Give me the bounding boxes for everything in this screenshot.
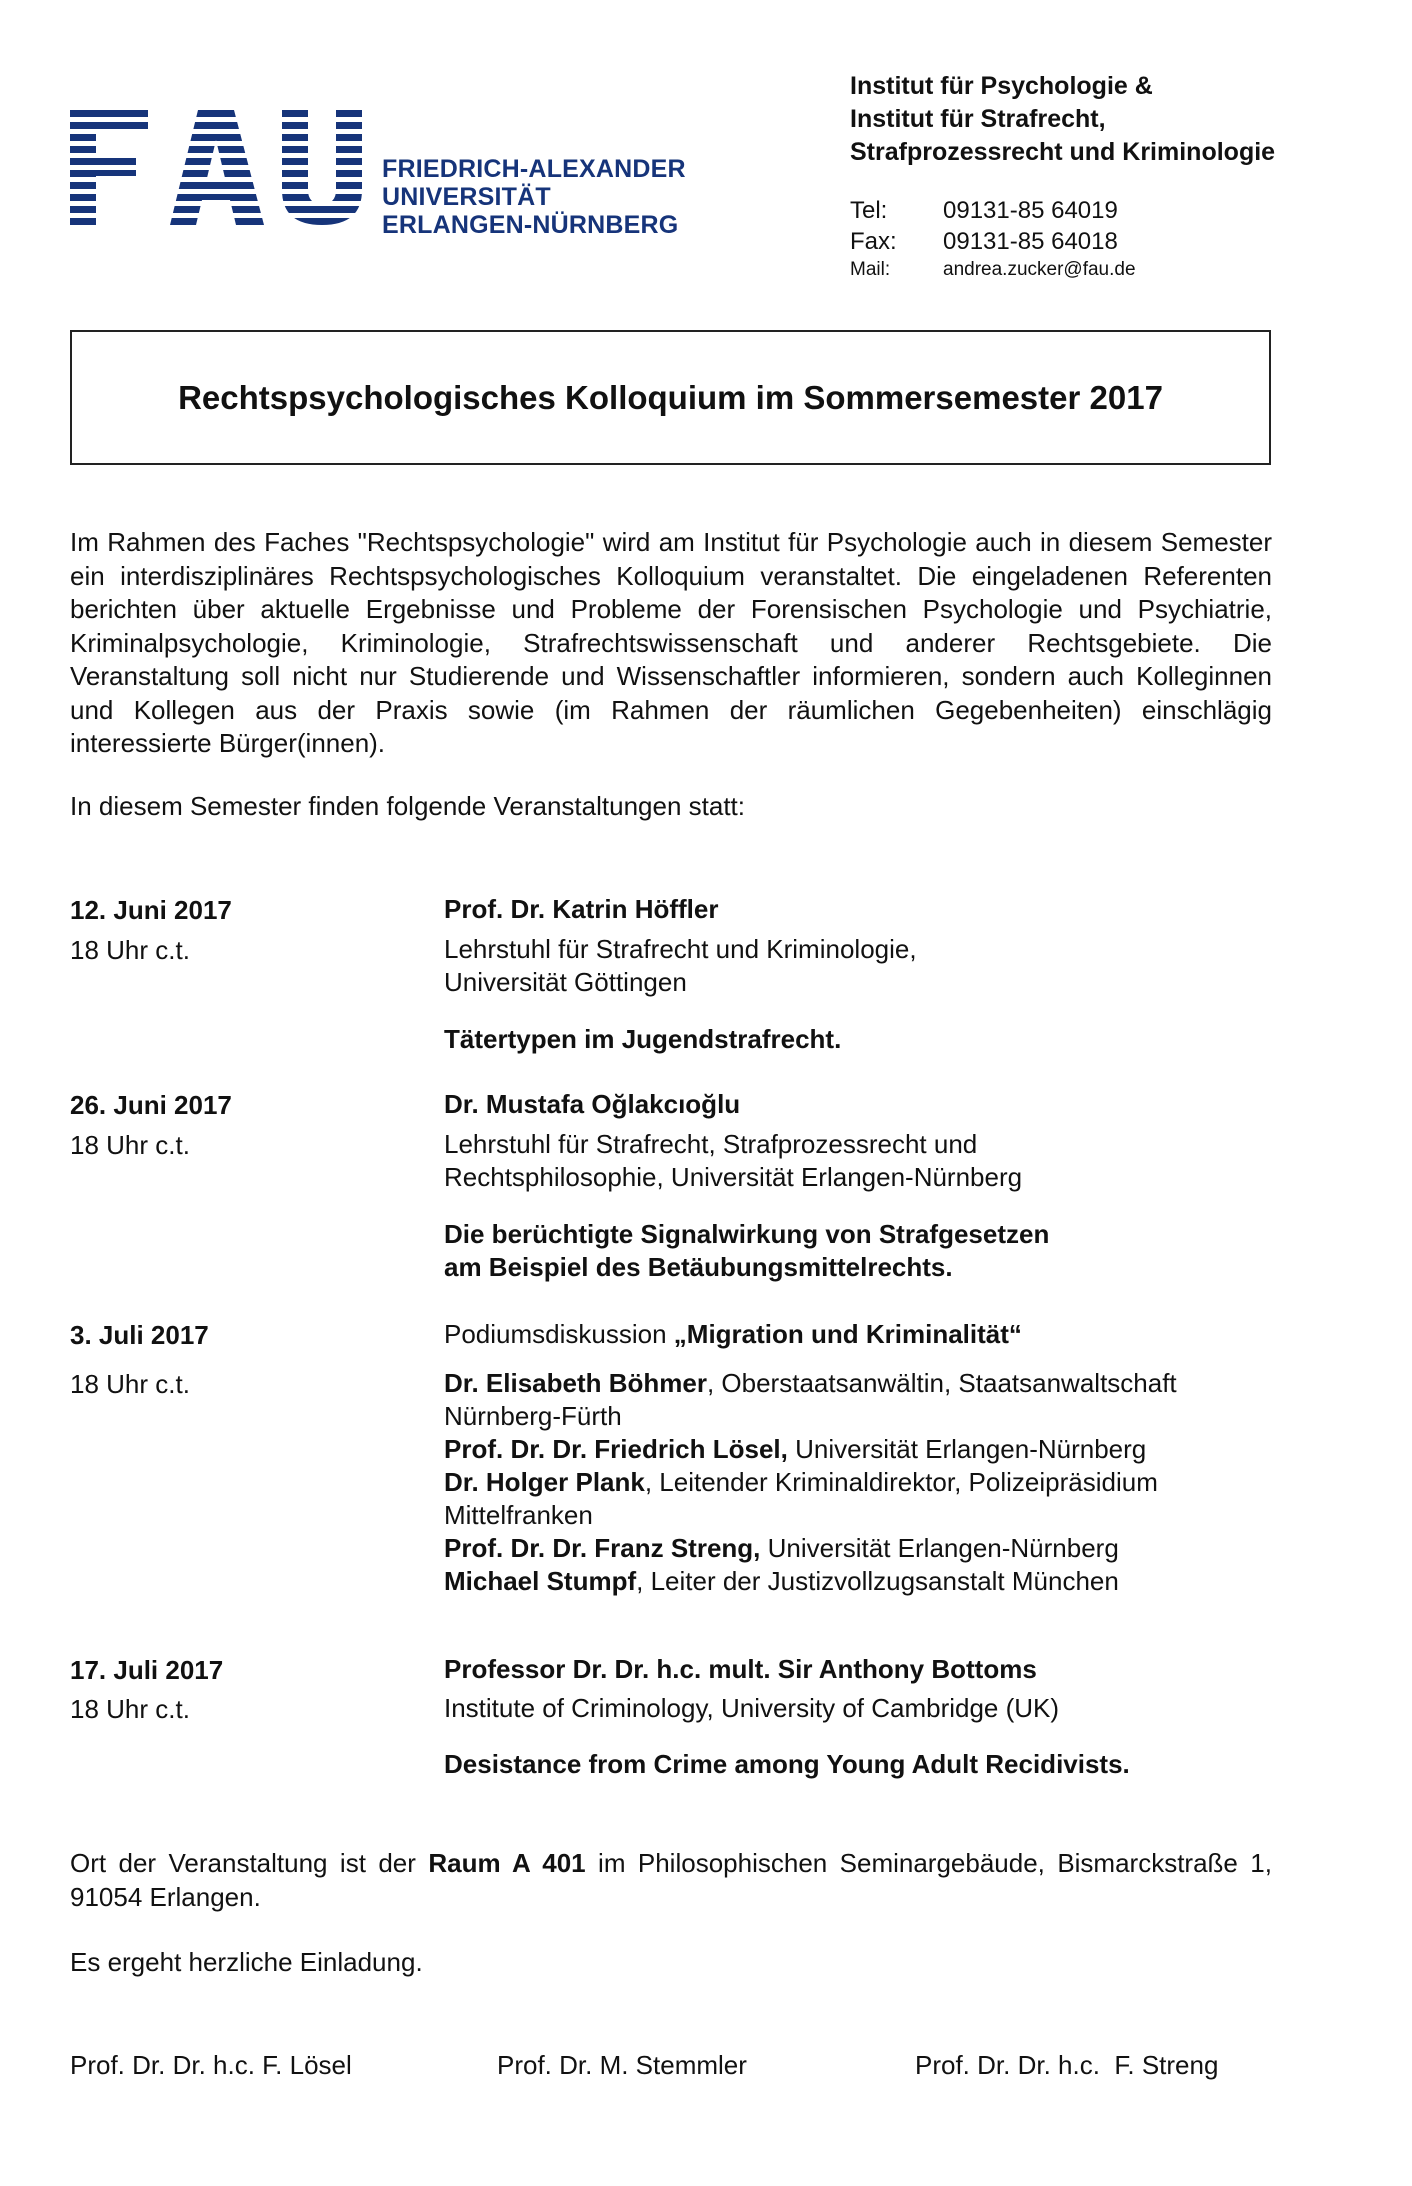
signature-streng: Prof. Dr. Dr. h.c. F. Streng [915, 2050, 1219, 2080]
event-1-affiliation-2: Universität Göttingen [444, 967, 687, 997]
event-2-time: 18 Uhr c.t. [70, 1130, 190, 1160]
event-2-topic-1: Die berüchtigte Signalwirkung von Strafgesetzen [444, 1219, 1050, 1249]
panelist-4-role: Universität Erlangen-Nürnberg [760, 1533, 1119, 1563]
event-4-topic: Desistance from Crime among Young Adult Recidivists. [444, 1749, 1130, 1779]
event-3-date: 3. Juli 2017 [70, 1320, 209, 1350]
intro-paragraph: Im Rahmen des Faches "Rechtspsychologie" wird am Institut für Psychologie auch in diesem Semester ein interdisziplinäres Rechtspsychologisches Kolloquium veranstaltet. Die eingeladenen Referenten berichten über aktuelle Ergebnisse und Probleme der Forensischen Psychologie und Psychiatrie, Kriminalpsychologie, Kriminologie, Strafrechtswissenschaft und anderer Rechtsgebiete. Die Veranstaltung soll nicht nur Studierende und Wissenschaftler informieren, sondern auch Kolleginnen und Kollegen aus der Praxis sowie (im Rahmen der räumlichen Gegebenheiten) einschlägig interessierte Bürger(innen). [70, 527, 1272, 758]
event-1-topic: Tätertypen im Jugendstrafrecht. [444, 1024, 842, 1054]
signature-stemmler: Prof. Dr. M. Stemmler [497, 2050, 747, 2080]
panelist-1-name: Dr. Elisabeth Böhmer [444, 1368, 707, 1398]
panelist-2-name: Prof. Dr. Dr. Friedrich Lösel, [444, 1434, 788, 1464]
event-3-panel [444, 1367, 1274, 1598]
event-2-affiliation-1: Lehrstuhl für Strafrecht, Strafprozessrecht und [444, 1129, 978, 1159]
panelist-5-name: Michael Stumpf [444, 1566, 637, 1596]
panelist-1-role: , Oberstaatsanwältin, Staatsanwaltschaft [706, 1368, 1177, 1398]
signature-loesel: Prof. Dr. Dr. h.c. F. Lösel [70, 2050, 352, 2080]
institute-line1: Institut für Psychologie & [850, 72, 1153, 100]
event-4-time: 18 Uhr c.t. [70, 1694, 190, 1724]
event-1-time: 18 Uhr c.t. [70, 935, 190, 965]
panelist-3-role: , Leitender Kriminaldirektor, Polizeipräsidium [644, 1467, 1158, 1497]
tel-value: 09131-85 64019 [943, 196, 1118, 224]
panelist-2 [444, 1433, 1274, 1466]
event-2-affiliation-2: Rechtsphilosophie, Universität Erlangen-Nürnberg [444, 1162, 1023, 1192]
invitation-line: Es ergeht herzliche Einladung. [70, 1947, 423, 1977]
panelist-2-role: Universität Erlangen-Nürnberg [787, 1434, 1147, 1464]
panelist-5-role: , Leiter der Justizvollzugsanstalt München [636, 1566, 1119, 1596]
panelist-1 [444, 1367, 1274, 1400]
panelist-4 [444, 1532, 1274, 1565]
mail-label: Mail: [850, 259, 891, 280]
event-3-time: 18 Uhr c.t. [70, 1369, 190, 1399]
venue-paragraph [70, 1847, 1272, 1914]
event-3-prefix: Podiumsdiskussion [444, 1319, 674, 1349]
panelist-3-cont: Mittelfranken [444, 1500, 593, 1530]
panelist-4-name: Prof. Dr. Dr. Franz Streng, [444, 1533, 761, 1563]
event-1-date: 12. Juni 2017 [70, 895, 232, 925]
fau-logo [70, 110, 370, 230]
intro-events-line: In diesem Semester finden folgende Veranstaltungen statt: [70, 791, 745, 821]
university-name-line2: UNIVERSITÄT [382, 183, 551, 211]
panelist-3 [444, 1466, 1274, 1499]
tel-label: Tel: [850, 196, 888, 224]
event-1-affiliation-1: Lehrstuhl für Strafrecht und Kriminologie, [444, 934, 917, 964]
contact-block [850, 195, 1136, 283]
university-name-line1: FRIEDRICH-ALEXANDER [382, 155, 686, 183]
event-4-speaker: Professor Dr. Dr. h.c. mult. Sir Anthony Bottoms [444, 1654, 1037, 1684]
event-3-heading [444, 1318, 1274, 1351]
fax-label: Fax: [850, 227, 897, 255]
mail-value[interactable]: andrea.zucker@fau.de [943, 259, 1136, 280]
page-title: Rechtspsychologisches Kolloquium im Sommersemester 2017 [178, 378, 1163, 416]
event-1-speaker: Prof. Dr. Katrin Höffler [444, 894, 719, 924]
event-4-date: 17. Juli 2017 [70, 1655, 224, 1685]
event-2-topic-2: am Beispiel des Betäubungsmittelrechts. [444, 1252, 953, 1282]
institute-line2: Institut für Strafrecht, [850, 105, 1106, 133]
panelist-5 [444, 1565, 1274, 1598]
university-name [382, 155, 686, 239]
panelist-1-cont: Nürnberg-Fürth [444, 1401, 622, 1431]
event-3-topic: „Migration und Kriminalität“ [673, 1319, 1022, 1349]
fax-value: 09131-85 64018 [943, 227, 1118, 255]
institute-line3: Strafprozessrecht und Kriminologie [850, 138, 1276, 166]
event-2-date: 26. Juni 2017 [70, 1090, 232, 1120]
title-box [70, 330, 1271, 465]
event-4-affiliation: Institute of Criminology, University of Cambridge (UK) [444, 1693, 1060, 1723]
university-name-line3: ERLANGEN-NÜRNBERG [382, 211, 679, 239]
panelist-3-name: Dr. Holger Plank [444, 1467, 645, 1497]
venue-post: im Philosophischen Seminargebäude, Bismarckstraße 1, 91054 Erlangen. [70, 1848, 1272, 1912]
institute-header [850, 70, 1275, 169]
event-2-speaker: Dr. Mustafa Oğlakcıoğlu [444, 1089, 741, 1119]
venue-room: Raum A 401 [428, 1848, 586, 1878]
venue-pre: Ort der Veranstaltung ist der [70, 1848, 429, 1878]
